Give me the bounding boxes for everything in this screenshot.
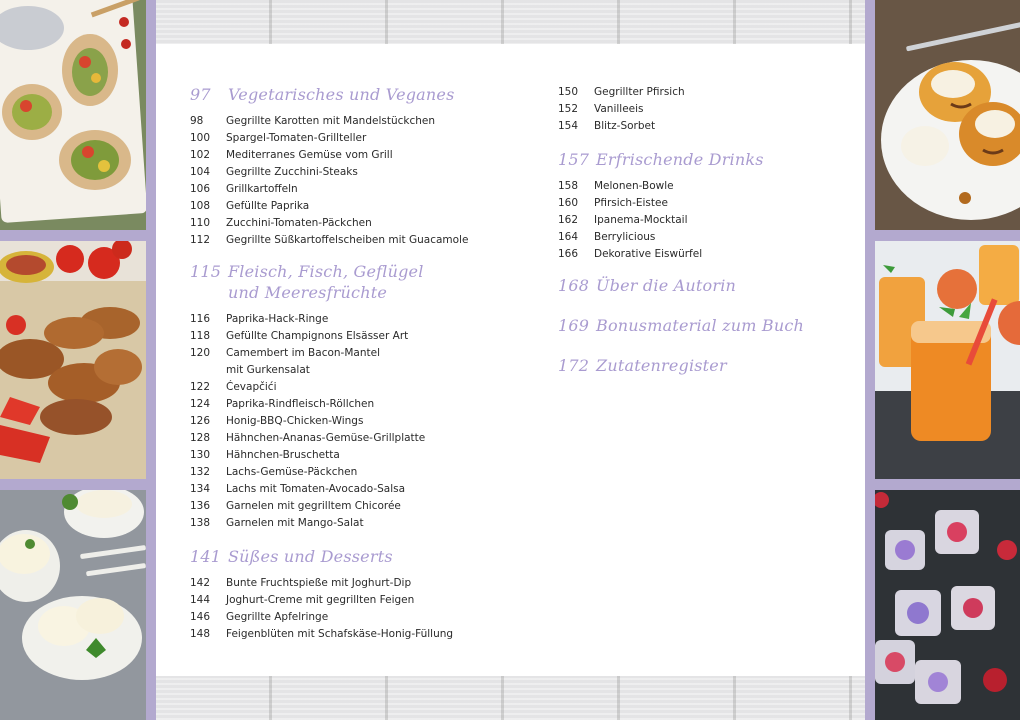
entry-page: 148	[190, 628, 211, 640]
toc-entry	[190, 130, 520, 147]
entry-title: Vanilleeis	[594, 103, 644, 115]
toc-entry	[190, 464, 520, 481]
section-title: Vegetarisches und Veganes	[228, 85, 455, 104]
entry-page: 150	[558, 86, 579, 98]
entry-page: 110	[190, 217, 211, 229]
entry-title: Lachs-Gemüse-Päckchen	[226, 466, 358, 478]
photo-grilled-peaches	[875, 0, 1020, 230]
entry-page: 124	[190, 398, 211, 410]
entry-page: 126	[190, 415, 211, 427]
entry-page: 166	[558, 248, 579, 260]
entry-title: Paprika-Hack-Ringe	[226, 313, 329, 325]
entry-title: Garnelen mit Mango-Salat	[226, 517, 364, 529]
entry-page: 138	[190, 517, 211, 529]
entry-page: 104	[190, 166, 211, 178]
entry-title: Dekorative Eiswürfel	[594, 248, 703, 260]
entry-title: Feigenblüten mit Schafskäse-Honig-Füllung	[226, 628, 454, 640]
entry-title: Hähnchen-Ananas-Gemüse-Grillplatte	[226, 432, 426, 444]
entry-title: Ćevapčići	[226, 381, 277, 393]
entry-page: 160	[558, 197, 579, 209]
toc-section-index	[558, 355, 848, 376]
entry-page: 106	[190, 183, 211, 195]
toc-entry	[190, 626, 520, 643]
toc-entry	[190, 379, 520, 396]
entry-page: 152	[558, 103, 579, 115]
entry-page: 146	[190, 611, 211, 623]
entry-title: Mediterranes Gemüse vom Grill	[226, 149, 393, 161]
section-heading	[190, 84, 520, 105]
entry-page: 142	[190, 577, 211, 589]
toc-entry	[190, 232, 520, 249]
entry-title: Melonen-Bowle	[594, 180, 674, 192]
toc-entry	[190, 592, 520, 609]
entry-page: 118	[190, 330, 211, 342]
toc-section-drinks	[558, 149, 848, 263]
entry-title: Pfirsich-Eistee	[594, 197, 668, 209]
toc-entry	[190, 396, 520, 413]
entry-title: Joghurt-Creme mit gegrillten Feigen	[226, 594, 415, 606]
entry-page: 154	[558, 120, 579, 132]
section-page-number: 115	[190, 262, 222, 281]
entry-page: 122	[190, 381, 211, 393]
toc-entry	[558, 212, 848, 229]
section-page-number: 157	[558, 150, 590, 169]
toc-entry	[558, 246, 848, 263]
toc-section-meat-fish	[190, 261, 520, 532]
entry-page: 132	[190, 466, 211, 478]
toc-section-vegetarian	[190, 84, 520, 249]
toc-entry	[190, 311, 520, 328]
toc-entry	[190, 181, 520, 198]
entry-title: Camembert im Bacon-Mantel mit Gurkensalat	[226, 347, 380, 376]
toc-entry	[190, 575, 520, 592]
entry-title: Gegrillte Zucchini-Steaks	[226, 166, 358, 178]
section-title: Über die Autorin	[596, 276, 737, 295]
entry-title: Lachs mit Tomaten-Avocado-Salsa	[226, 483, 406, 495]
entry-page: 144	[190, 594, 211, 606]
section-page-number: 172	[558, 356, 590, 375]
toc-entry	[190, 447, 520, 464]
section-heading	[558, 149, 848, 170]
toc-entry	[558, 178, 848, 195]
entry-title: Grillkartoffeln	[226, 183, 298, 195]
toc-entry	[190, 215, 520, 232]
toc-right-column	[558, 84, 848, 376]
section-page-number: 141	[190, 547, 222, 566]
entry-page: 128	[190, 432, 211, 444]
toc-section-author	[558, 275, 848, 296]
section-title: Süßes und Desserts	[228, 547, 393, 566]
section-title: Fleisch, Fisch, Geflügel und Meeresfrüchte	[228, 262, 424, 302]
entry-page: 162	[558, 214, 579, 226]
entry-page: 130	[190, 449, 211, 461]
entry-title: Gegrillte Apfelringe	[226, 611, 329, 623]
section-heading	[190, 261, 520, 303]
entry-page: 112	[190, 234, 211, 246]
section-page-number: 168	[558, 276, 590, 295]
entry-title: Ipanema-Mocktail	[594, 214, 688, 226]
toc-entry	[558, 195, 848, 212]
toc-entry	[190, 328, 520, 345]
toc-section-bonus	[558, 315, 848, 336]
photo-vegetable-parcels	[0, 0, 146, 230]
entry-title: Honig-BBQ-Chicken-Wings	[226, 415, 364, 427]
section-title: Erfrischende Drinks	[596, 150, 764, 169]
toc-entry	[190, 515, 520, 532]
entry-title: Bunte Fruchtspieße mit Joghurt-Dip	[226, 577, 412, 589]
section-title: Bonusmaterial zum Buch	[596, 316, 805, 335]
entry-page: 164	[558, 231, 579, 243]
toc-left-column	[190, 84, 520, 643]
entry-title: Hähnchen-Bruschetta	[226, 449, 340, 461]
toc-entry	[558, 229, 848, 246]
entry-page: 108	[190, 200, 211, 212]
toc-entry	[190, 609, 520, 626]
entry-title: Berrylicious	[594, 231, 656, 243]
entry-title: Gefüllte Paprika	[226, 200, 310, 212]
entry-title: Zucchini-Tomaten-Päckchen	[226, 217, 372, 229]
section-heading	[190, 546, 520, 567]
toc-entry	[558, 118, 848, 135]
entry-page: 98	[190, 115, 204, 127]
section-page-number: 97	[190, 85, 211, 104]
continued-entry-list	[558, 84, 848, 135]
entry-title: Blitz-Sorbet	[594, 120, 656, 132]
entry-list	[558, 178, 848, 263]
toc-entry	[190, 481, 520, 498]
entry-title: Garnelen mit gegrilltem Chicorée	[226, 500, 401, 512]
toc-section-sweets	[190, 546, 520, 643]
entry-title: Gegrillte Karotten mit Mandelstückchen	[226, 115, 436, 127]
entry-list	[190, 311, 520, 532]
toc-entry	[190, 498, 520, 515]
entry-list	[190, 113, 520, 249]
photo-flower-ice-cubes	[875, 490, 1020, 720]
section-title: Zutatenregister	[596, 356, 727, 375]
toc-entry	[190, 345, 520, 379]
entry-page: 134	[190, 483, 211, 495]
entry-page: 100	[190, 132, 211, 144]
entry-page: 102	[190, 149, 211, 161]
entry-list	[190, 575, 520, 643]
entry-page: 116	[190, 313, 211, 325]
photo-iced-tea	[875, 241, 1020, 479]
entry-page: 120	[190, 347, 211, 359]
toc-entry	[558, 101, 848, 118]
entry-page: 158	[558, 180, 579, 192]
entry-page: 136	[190, 500, 211, 512]
section-page-number: 169	[558, 316, 590, 335]
toc-entry	[190, 147, 520, 164]
toc-entry	[190, 430, 520, 447]
toc-entry	[190, 164, 520, 181]
photo-chicken-wings	[0, 241, 146, 479]
toc-entry	[190, 198, 520, 215]
toc-entry	[190, 413, 520, 430]
entry-title: Gegrillter Pfirsich	[594, 86, 685, 98]
entry-title: Paprika-Rindfleisch-Röllchen	[226, 398, 375, 410]
entry-title: Spargel-Tomaten-Grillteller	[226, 132, 367, 144]
entry-title: Gefüllte Champignons Elsässer Art	[226, 330, 409, 342]
toc-entry	[190, 113, 520, 130]
photo-ice-cream-bowls	[0, 490, 146, 720]
toc-entry	[558, 84, 848, 101]
entry-title: Gegrillte Süßkartoffelscheiben mit Guacamole	[226, 234, 469, 246]
